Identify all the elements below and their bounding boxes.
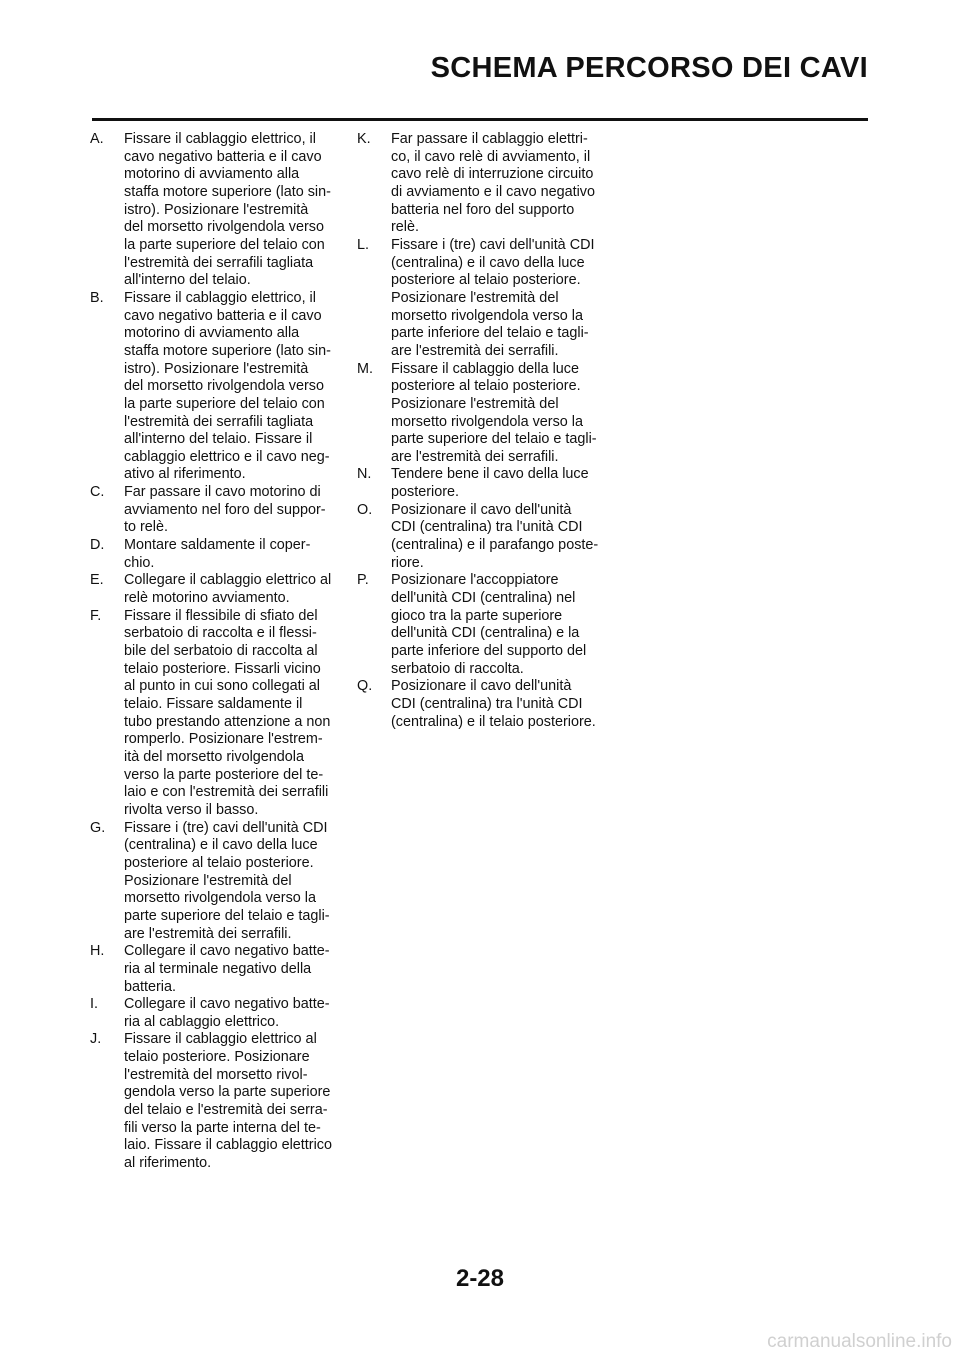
item-text xyxy=(391,361,605,467)
list-item xyxy=(357,502,605,573)
item-text-line: la parte superiore del telaio con xyxy=(124,236,325,253)
item-text-line: tubo prestando attenzione a non xyxy=(124,713,331,730)
item-letter: D. xyxy=(90,537,105,554)
item-text-line: istro). Posizionare l'estremità xyxy=(124,360,309,377)
item-text-line: Fissare il cablaggio elettrico, il xyxy=(124,131,316,147)
item-text-line: motorino di avviamento alla xyxy=(124,166,300,183)
item-text-line: Posizionare il cavo dell'unità xyxy=(391,501,572,518)
item-letter: K. xyxy=(357,131,371,147)
item-text-line: riore. xyxy=(391,554,424,571)
item-text-line: posteriore al telaio posteriore. xyxy=(391,272,581,289)
item-text-line: Montare saldamente il coper- xyxy=(124,537,311,554)
list-item xyxy=(90,290,338,484)
item-letter: N. xyxy=(357,466,372,483)
item-text-line: al punto in cui sono collegati al xyxy=(124,678,321,695)
list-item xyxy=(90,484,338,537)
item-text-line: verso la parte posteriore del te- xyxy=(124,766,324,783)
item-letter: F. xyxy=(90,607,102,624)
item-text-line: romperlo. Posizionare l'estrem- xyxy=(124,731,323,748)
item-text-line: relè. xyxy=(391,219,419,236)
item-text xyxy=(391,237,605,361)
item-letter: A. xyxy=(90,131,104,147)
item-text xyxy=(124,484,338,537)
item-letter: G. xyxy=(90,819,106,836)
item-text-line: Fissare il cablaggio elettrico, il xyxy=(124,289,316,306)
item-text-line: l'estremità dei serrafili tagliata xyxy=(124,413,314,430)
item-text-line: rivolta verso il basso. xyxy=(124,801,259,818)
item-letter: I. xyxy=(90,996,98,1013)
item-text xyxy=(391,502,605,573)
item-text-line: dell'unità CDI (centralina) e la xyxy=(391,625,580,642)
item-text-line: morsetto rivolgendola verso la xyxy=(391,413,583,430)
item-text-line: del morsetto rivolgendola verso xyxy=(124,378,324,395)
item-text-line: parte superiore del telaio e tagli- xyxy=(124,907,330,924)
item-text-line: Posizionare l'estremità del xyxy=(124,872,292,889)
list-item xyxy=(90,1031,338,1172)
item-text-line: co, il cavo relè di avviamento, il xyxy=(391,148,591,165)
item-text-line: l'estremità dei serrafili tagliata xyxy=(124,254,314,271)
item-text-line: posteriore al telaio posteriore. xyxy=(391,378,581,395)
item-text-line: staffa motore superiore (lato sin- xyxy=(124,342,331,359)
item-text-line: Fissare il flessibile di sfiato del xyxy=(124,607,318,624)
item-text xyxy=(124,943,338,996)
list-item xyxy=(90,820,338,944)
item-text-line: batteria. xyxy=(124,978,176,995)
list-item xyxy=(357,572,605,678)
item-letter: M. xyxy=(357,360,373,377)
list-item xyxy=(357,131,605,237)
item-text-line: are l'estremità dei serrafili. xyxy=(391,448,559,465)
item-text-line: Fissare i (tre) cavi dell'unità CDI xyxy=(124,819,328,836)
item-text-line: la parte superiore del telaio con xyxy=(124,395,325,412)
item-text-line: laio. Fissare il cablaggio elettrico xyxy=(124,1137,332,1154)
item-text-line: relè motorino avviamento. xyxy=(124,590,290,607)
item-text xyxy=(391,466,605,501)
item-text-line: (centralina) e il telaio posteriore. xyxy=(391,713,596,730)
item-text-line: di avviamento e il cavo negativo xyxy=(391,183,595,200)
item-text-line: all'interno del telaio. Fissare il xyxy=(124,431,313,448)
item-text-line: Posizionare l'estremità del xyxy=(391,289,559,306)
item-text xyxy=(124,608,338,820)
list-item xyxy=(357,361,605,467)
item-letter: L. xyxy=(357,236,370,253)
item-text-line: Tendere bene il cavo della luce xyxy=(391,466,589,483)
item-text-line: posteriore al telaio posteriore. xyxy=(124,854,314,871)
item-text xyxy=(124,537,338,572)
list-item xyxy=(90,608,338,820)
item-text-line: l'estremità del morsetto rivol- xyxy=(124,1066,308,1083)
item-letter: C. xyxy=(90,484,105,501)
item-text-line: morsetto rivolgendola verso la xyxy=(124,890,316,907)
page-title: SCHEMA PERCORSO DEI CAVI xyxy=(430,52,868,84)
item-text-line: posteriore. xyxy=(391,484,459,501)
item-text-line: dell'unità CDI (centralina) nel xyxy=(391,590,576,607)
watermark: carmanualsonline.info xyxy=(767,1331,952,1352)
item-text-line: (centralina) e il parafango poste- xyxy=(391,537,599,554)
list-item xyxy=(90,537,338,572)
item-text xyxy=(391,572,605,678)
item-text-line: Collegare il cablaggio elettrico al xyxy=(124,572,332,589)
item-letter: E. xyxy=(90,572,104,589)
item-text-line: cablaggio elettrico e il cavo neg- xyxy=(124,448,330,465)
item-letter: B. xyxy=(90,289,104,306)
item-text-line: al riferimento. xyxy=(124,1155,212,1172)
left-column xyxy=(90,131,338,1173)
item-text xyxy=(124,131,338,290)
item-text-line: ria al terminale negativo della xyxy=(124,960,312,977)
item-text-line: Collegare il cavo negativo batte- xyxy=(124,996,330,1013)
item-text-line: Fissare il cablaggio elettrico al xyxy=(124,1031,317,1048)
item-text-line: CDI (centralina) tra l'unità CDI xyxy=(391,696,583,712)
item-text-line: cavo relè di interruzione circuito xyxy=(391,166,594,183)
item-text-line: telaio posteriore. Posizionare xyxy=(124,1049,310,1066)
item-text-line: CDI (centralina) tra l'unità CDI xyxy=(391,519,583,536)
item-text-line: ativo al riferimento. xyxy=(124,466,246,483)
item-text-line: parte superiore del telaio e tagli- xyxy=(391,431,597,448)
item-text-line: motorino di avviamento alla xyxy=(124,325,300,342)
list-item xyxy=(90,943,338,996)
item-text-line: Posizionare l'estremità del xyxy=(391,395,559,412)
page-number: 2-28 xyxy=(455,1265,505,1292)
item-text xyxy=(124,572,338,607)
item-text-line: del telaio e l'estremità dei serra- xyxy=(124,1102,328,1119)
item-text xyxy=(391,131,605,237)
item-text-line: telaio posteriore. Fissarli vicino xyxy=(124,660,321,677)
item-text-line: fili verso la parte interna del te- xyxy=(124,1119,321,1136)
title-rule xyxy=(92,118,868,121)
item-text-line: (centralina) e il cavo della luce xyxy=(124,837,318,854)
item-text-line: staffa motore superiore (lato sin- xyxy=(124,183,331,200)
item-text-line: cavo negativo batteria e il cavo xyxy=(124,148,322,165)
right-column xyxy=(357,131,605,731)
item-text xyxy=(124,820,338,944)
list-item xyxy=(357,678,605,731)
item-text-line: parte inferiore del supporto del xyxy=(391,643,587,660)
item-text-line: to relè. xyxy=(124,519,168,536)
item-text-line: ria al cablaggio elettrico. xyxy=(124,1013,280,1030)
item-text-line: serbatoio di raccolta e il flessi- xyxy=(124,625,317,642)
item-text-line: Posizionare il cavo dell'unità xyxy=(391,678,572,695)
item-text-line: laio e con l'estremità dei serrafili xyxy=(124,784,329,801)
item-letter: O. xyxy=(357,501,373,518)
item-text-line: Posizionare l'accoppiatore xyxy=(391,572,559,589)
item-text-line: ità del morsetto rivolgendola xyxy=(124,748,304,765)
item-text-line: parte inferiore del telaio e tagli- xyxy=(391,325,589,342)
item-text-line: gioco tra la parte superiore xyxy=(391,607,563,624)
item-text-line: Fissare il cablaggio della luce xyxy=(391,360,579,377)
item-text-line: chio. xyxy=(124,554,155,571)
item-text-line: are l'estremità dei serrafili. xyxy=(124,925,292,942)
item-letter: Q. xyxy=(357,678,373,695)
list-item xyxy=(90,996,338,1031)
item-text-line: (centralina) e il cavo della luce xyxy=(391,254,585,271)
item-text xyxy=(391,678,605,731)
item-letter: P. xyxy=(357,572,369,589)
item-text-line: del morsetto rivolgendola verso xyxy=(124,219,324,236)
item-text-line: all'interno del telaio. xyxy=(124,272,251,289)
item-text-line: istro). Posizionare l'estremità xyxy=(124,201,309,218)
item-text-line: Far passare il cablaggio elettri- xyxy=(391,131,588,147)
item-text-line: batteria nel foro del supporto xyxy=(391,201,575,218)
item-text-line: gendola verso la parte superiore xyxy=(124,1084,331,1101)
item-text-line: avviamento nel foro del suppor- xyxy=(124,501,326,518)
item-text-line: bile del serbatoio di raccolta al xyxy=(124,643,318,660)
list-item xyxy=(90,131,338,290)
item-text-line: cavo negativo batteria e il cavo xyxy=(124,307,322,324)
item-text-line: morsetto rivolgendola verso la xyxy=(391,307,583,324)
item-text-line: Far passare il cavo motorino di xyxy=(124,484,321,501)
item-text-line: telaio. Fissare saldamente il xyxy=(124,696,303,712)
item-text xyxy=(124,290,338,484)
list-item xyxy=(90,572,338,607)
item-text xyxy=(124,1031,338,1172)
item-text-line: Collegare il cavo negativo batte- xyxy=(124,943,330,960)
list-item xyxy=(357,237,605,361)
item-text-line: are l'estremità dei serrafili. xyxy=(391,342,559,359)
item-text-line: serbatoio di raccolta. xyxy=(391,660,524,677)
item-letter: H. xyxy=(90,943,105,960)
item-letter: J. xyxy=(90,1031,102,1048)
item-text-line: Fissare i (tre) cavi dell'unità CDI xyxy=(391,236,595,253)
list-item xyxy=(357,466,605,501)
item-text xyxy=(124,996,338,1031)
